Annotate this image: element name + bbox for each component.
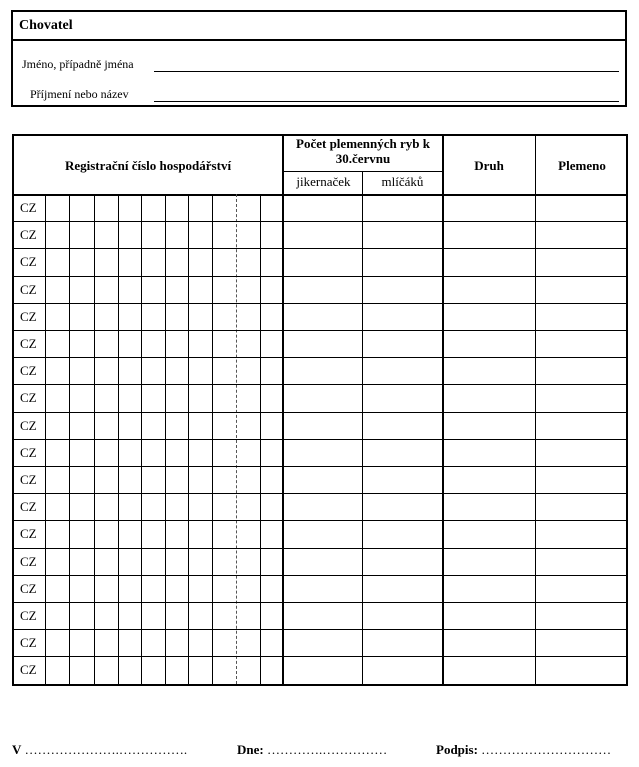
signature-field[interactable] [436,742,611,758]
table-row[interactable] [14,548,626,575]
breed-header: Plemeno [558,158,606,173]
date-dots: ………….…………… [266,742,388,757]
row-country-code: CZ [20,635,37,651]
table-row[interactable] [14,629,626,656]
table-row[interactable] [14,575,626,602]
row-country-code: CZ [20,390,37,406]
row-country-code: CZ [20,472,37,487]
owner-surname-field[interactable] [154,101,619,102]
table-row[interactable] [14,412,626,439]
date-label: Dne: [237,742,264,757]
signature-dots: ………………………… [481,742,612,757]
table-row[interactable] [14,357,626,384]
owner-name-field[interactable] [154,71,619,72]
place-dots: ………………….……………. [24,742,188,757]
table-row[interactable] [14,221,626,248]
table-row[interactable] [14,493,626,520]
owner-name-label: Jméno, případně jména [22,57,134,71]
signature-label: Podpis: [436,742,478,757]
table-row[interactable] [14,194,626,221]
table-row[interactable] [14,303,626,330]
table-row[interactable] [14,520,626,547]
row-country-code: CZ [20,227,37,243]
sub-header-divider [283,171,442,172]
row-country-code: CZ [20,281,37,297]
table-row[interactable] [14,466,626,493]
row-country-code: CZ [20,608,37,623]
registration-table [12,134,628,686]
reg-number-header: Registrační číslo hospodářství [64,158,232,173]
fish-count-header: Počet plemenných ryb k 30.červnu [296,136,430,166]
sub-header-jikernacek: jikernaček [296,174,351,189]
table-row[interactable] [14,330,626,357]
table-row[interactable] [14,656,626,683]
table-row[interactable] [14,276,626,303]
row-country-code: CZ [20,580,37,596]
row-country-code: CZ [20,499,37,515]
date-field[interactable] [237,742,387,758]
row-country-code: CZ [20,254,37,270]
species-header: Druh [474,158,504,173]
owner-title: Chovatel [13,12,625,41]
row-country-code: CZ [20,363,37,379]
owner-box [11,10,627,107]
row-country-code: CZ [20,444,37,460]
table-row[interactable] [14,248,626,275]
row-country-code: CZ [20,553,37,569]
row-country-code: CZ [20,526,37,542]
table-row[interactable] [14,602,626,629]
sub-header-mlicaku: mlíčáků [381,174,424,189]
row-country-code: CZ [20,336,37,351]
place-label: V [12,742,22,757]
row-country-code: CZ [20,662,37,678]
table-row[interactable] [14,439,626,466]
row-country-code: CZ [20,417,37,433]
row-country-code: CZ [20,308,37,324]
owner-surname-label: Příjmení nebo název [30,87,129,101]
table-row[interactable] [14,384,626,411]
place-field[interactable] [12,742,187,758]
row-country-code: CZ [20,200,37,215]
